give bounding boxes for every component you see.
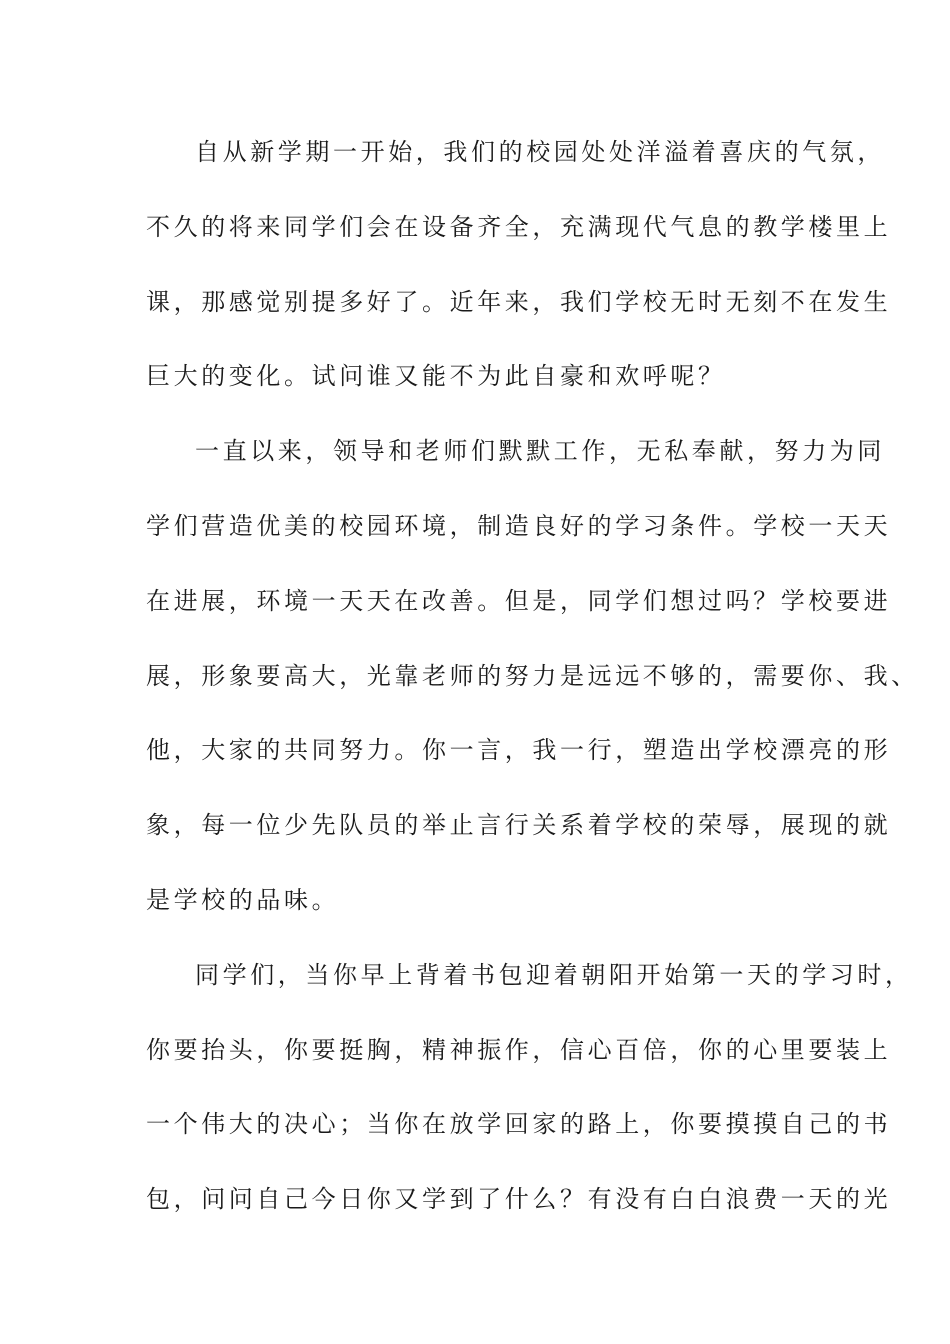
text-line: 包，问问自己今日你又学到了什么？有没有白白浪费一天的光 (146, 1185, 892, 1213)
text-line: 是学校的品味。 (146, 886, 340, 914)
text-line: 自从新学期一开始，我们的校园处处洋溢着喜庆的气氛， (195, 138, 885, 166)
text-line: 展，形象要高大，光靠老师的努力是远远不够的，需要你、我、 (146, 662, 919, 690)
text-line: 同学们，当你早上背着书包迎着朝阳开始第一天的学习时， (195, 961, 913, 989)
text-line: 课，那感觉别提多好了。近年来，我们学校无时无刻不在发生 (146, 288, 892, 316)
text-line: 巨大的变化。试问谁又能不为此自豪和欢呼呢？ (146, 362, 726, 390)
text-line: 学们营造优美的校园环境，制造良好的学习条件。学校一天天 (146, 512, 892, 540)
text-line: 在进展，环境一天天在改善。但是，同学们想过吗？学校要进 (146, 587, 892, 615)
text-line: 象，每一位少先队员的举止言行关系着学校的荣辱，展现的就 (146, 811, 892, 839)
text-line: 你要抬头，你要挺胸，精神振作，信心百倍，你的心里要装上 (146, 1036, 892, 1064)
text-line: 他，大家的共同努力。你一言，我一行，塑造出学校漂亮的形 (146, 736, 892, 764)
text-line: 一直以来，领导和老师们默默工作，无私奉献，努力为同 (195, 437, 885, 465)
text-line: 不久的将来同学们会在设备齐全，充满现代气息的教学楼里上 (146, 213, 892, 241)
text-line: 一个伟大的决心；当你在放学回家的路上，你要摸摸自己的书 (146, 1110, 892, 1138)
